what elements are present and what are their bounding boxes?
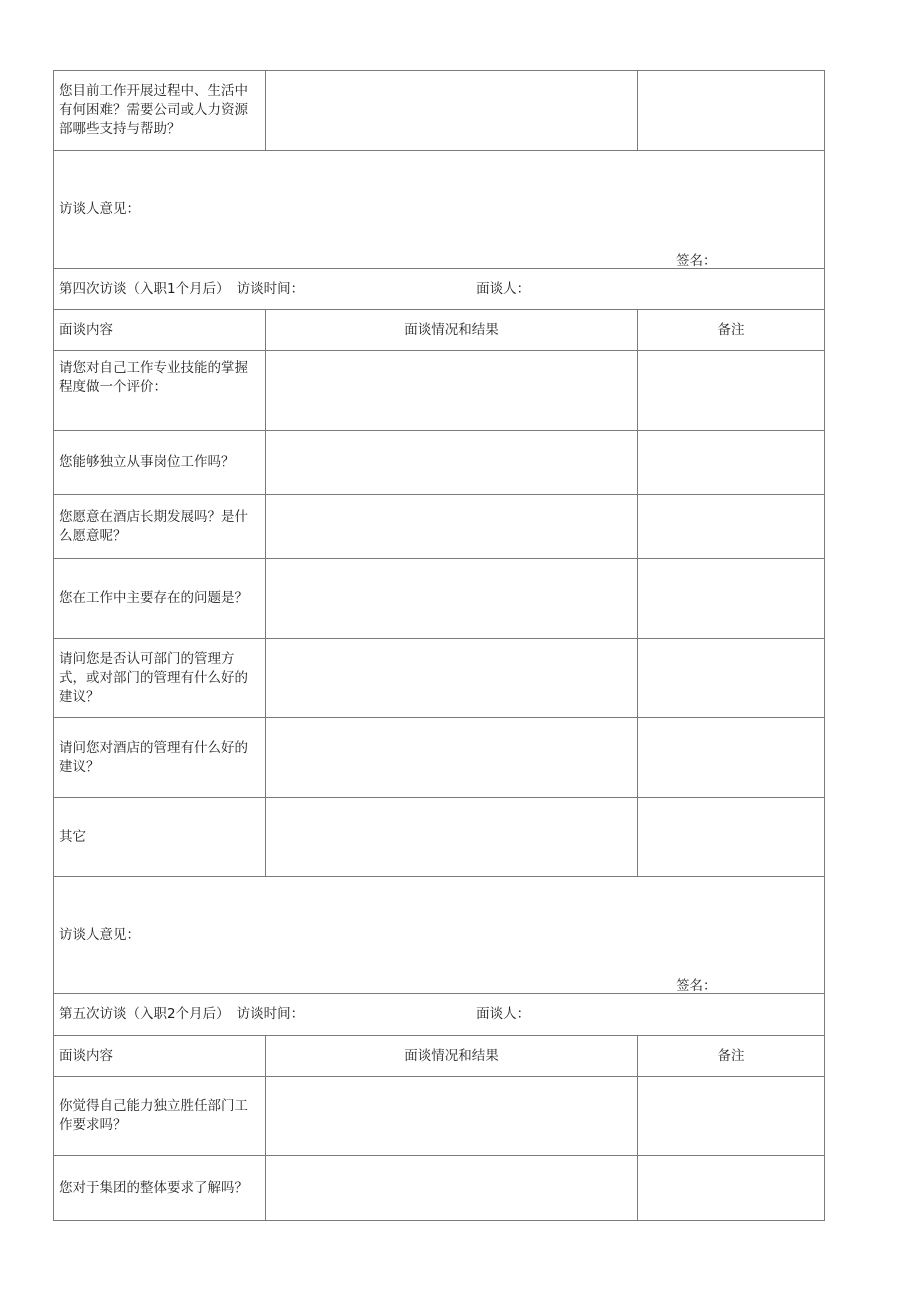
question-cell: 您在工作中主要存在的问题是？: [54, 559, 266, 639]
interview5-time-label: 访谈时间：: [236, 1006, 305, 1022]
table-row: [54, 1077, 825, 1156]
header-content: 面谈内容: [54, 310, 266, 351]
column-header-row: [54, 1036, 825, 1077]
opinion-label: 访谈人意见：: [59, 201, 140, 217]
table-row: [54, 559, 825, 639]
table-row: [54, 71, 825, 151]
header-remark: 备注: [638, 310, 825, 351]
opinion-cell[interactable]: [54, 151, 825, 269]
opinion-row: [54, 151, 825, 269]
table-row: [54, 718, 825, 798]
result-cell[interactable]: [266, 1156, 638, 1221]
table-row: [54, 495, 825, 559]
table-row: [54, 431, 825, 495]
result-cell[interactable]: [266, 71, 638, 151]
question-cell: 其它: [54, 798, 266, 877]
remark-cell[interactable]: [638, 1077, 825, 1156]
remark-cell[interactable]: [638, 1156, 825, 1221]
question-cell: 请问您对酒店的管理有什么好的建议？: [54, 718, 266, 798]
interview5-interviewer-label: 面谈人：: [476, 1006, 531, 1022]
remark-cell[interactable]: [638, 718, 825, 798]
opinion-label: 访谈人意见：: [59, 926, 140, 943]
interview4-interviewer-label: 面谈人：: [476, 280, 531, 297]
question-cell: 你觉得自己能力独立胜任部门工作要求吗？: [54, 1077, 266, 1156]
result-cell[interactable]: [266, 495, 638, 559]
remark-cell[interactable]: [638, 71, 825, 151]
question-cell: 您能够独立从事岗位工作吗？: [54, 431, 266, 495]
header-result: 面谈情况和结果: [266, 1036, 638, 1077]
question-cell: 您对于集团的整体要求了解吗？: [54, 1156, 266, 1221]
interview-form-table: [53, 70, 825, 1221]
question-cell: 您愿意在酒店长期发展吗？是什么愿意呢？: [54, 495, 266, 559]
interview5-title: 第五次访谈（入职2个月后）: [59, 1006, 230, 1022]
interview4-header-row: [54, 269, 825, 310]
remark-cell[interactable]: [638, 351, 825, 431]
header-result: 面谈情况和结果: [266, 310, 638, 351]
table-row: [54, 639, 825, 718]
header-remark: 备注: [638, 1036, 825, 1077]
result-cell[interactable]: [266, 798, 638, 877]
remark-cell[interactable]: [638, 559, 825, 639]
signature-label: 签名：: [676, 978, 717, 994]
interview4-time-label: 访谈时间：: [236, 280, 305, 297]
result-cell[interactable]: [266, 351, 638, 431]
question-cell: 您目前工作开展过程中、生活中有何困难？需要公司或人力资源部哪些支持与帮助？: [54, 71, 266, 151]
table-row: [54, 351, 825, 431]
table-row: [54, 1156, 825, 1221]
result-cell[interactable]: [266, 559, 638, 639]
signature-label: 签名：: [676, 253, 717, 269]
question-cell: 请您对自己工作专业技能的掌握程度做一个评价：: [54, 351, 266, 431]
remark-cell[interactable]: [638, 495, 825, 559]
result-cell[interactable]: [266, 639, 638, 718]
interview5-header-row: [54, 994, 825, 1036]
opinion-cell[interactable]: [54, 877, 825, 994]
opinion-row: [54, 877, 825, 994]
header-content: 面谈内容: [54, 1036, 266, 1077]
result-cell[interactable]: [266, 1077, 638, 1156]
interview4-header-cell: [54, 269, 825, 310]
column-header-row: [54, 310, 825, 351]
question-cell: 请问您是否认可部门的管理方式，或对部门的管理有什么好的建议？: [54, 639, 266, 718]
interview4-title: 第四次访谈（入职1个月后）: [59, 280, 230, 297]
result-cell[interactable]: [266, 718, 638, 798]
interview5-header-cell: [54, 994, 825, 1036]
result-cell[interactable]: [266, 431, 638, 495]
remark-cell[interactable]: [638, 639, 825, 718]
remark-cell[interactable]: [638, 798, 825, 877]
table-row: [54, 798, 825, 877]
remark-cell[interactable]: [638, 431, 825, 495]
